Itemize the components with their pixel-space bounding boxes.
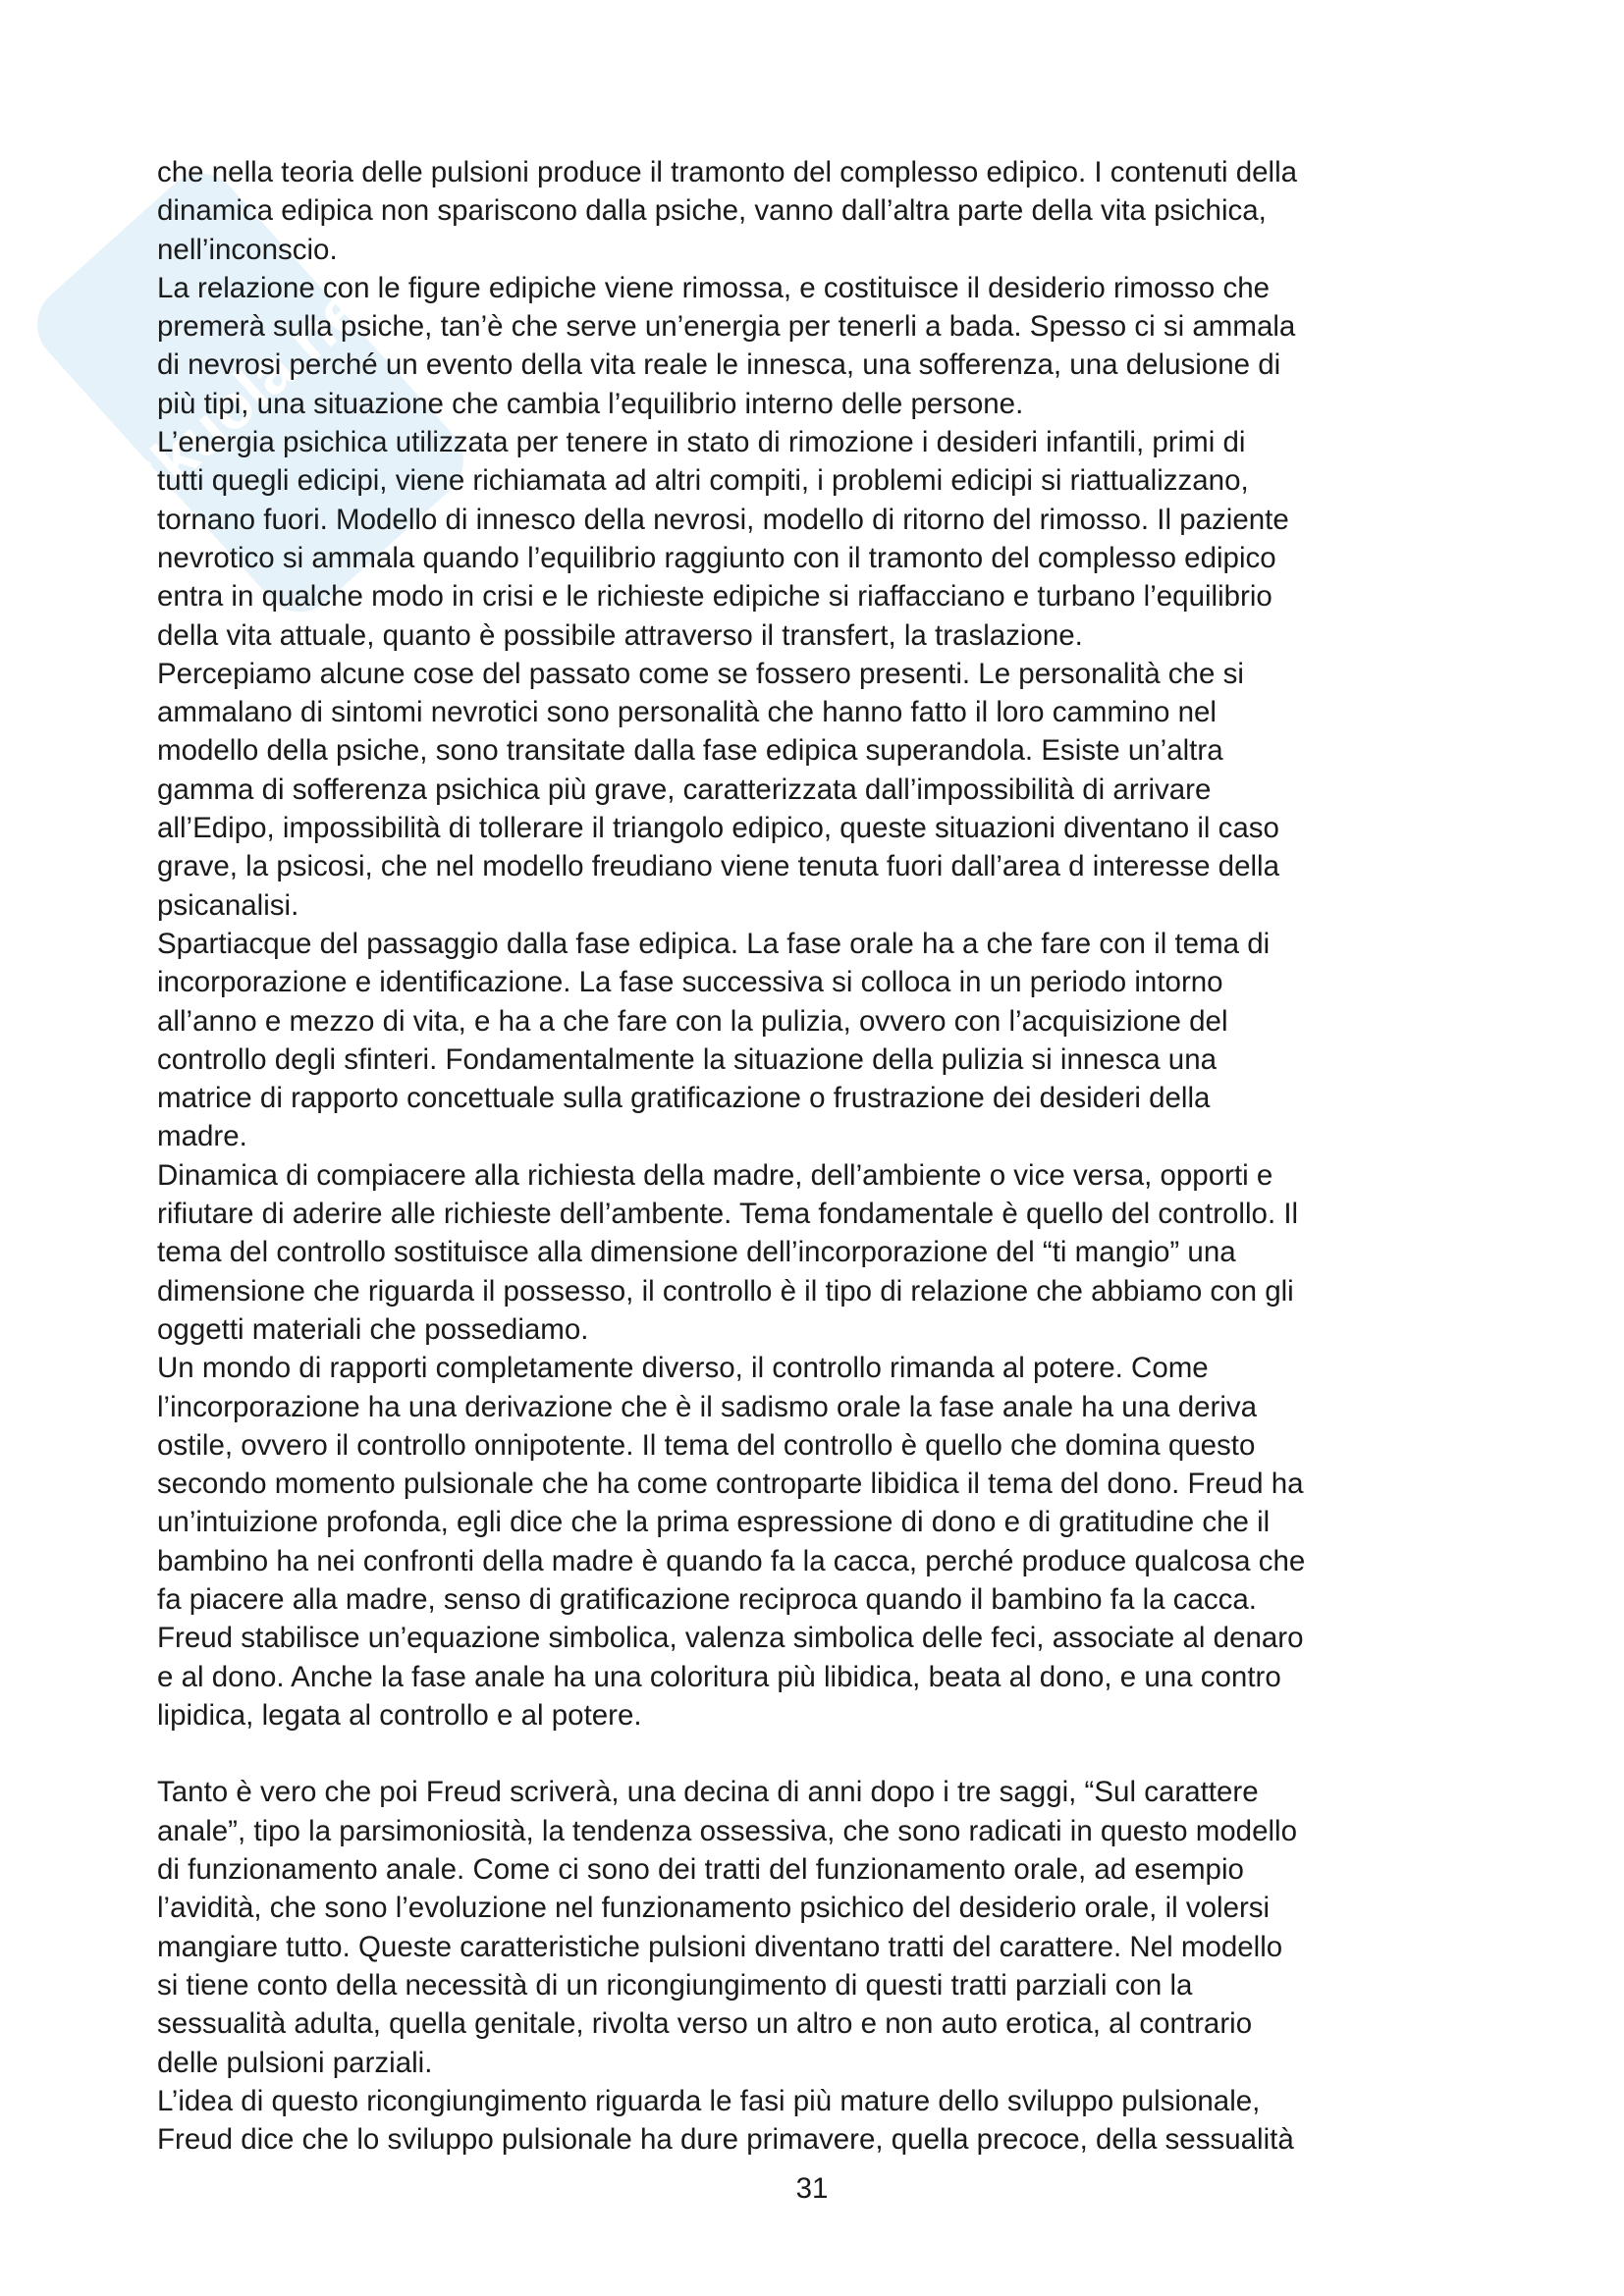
text-line: tutti quegli edicipi, viene richiamata ad altri compiti, i problemi edicipi si riattualizzano, <box>157 464 1249 498</box>
text-line: fa piacere alla madre, senso di gratificazione reciproca quando il bambino fa la cacca. <box>157 1582 1257 1616</box>
text-line: all’Edipo, impossibilità di tollerare il triangolo edipico, queste situazioni diventano il caso <box>157 812 1279 845</box>
text-line: controllo degli sfinteri. Fondamentalmente la situazione della pulizia si innesca una <box>157 1042 1218 1076</box>
text-line: grave, la psicosi, che nel modello freudiano viene tenuta fuori dall’area d interesse della <box>157 850 1279 883</box>
text-line: un’intuizione profonda, egli dice che la prima espressione di dono e di gratitudine che il <box>157 1506 1271 1539</box>
blank-line <box>157 1735 1473 1773</box>
watermark-text: Skuola.net <box>107 258 392 524</box>
text-line: oggetti materiali che possediamo. <box>157 1312 589 1346</box>
text-line: Freud stabilisce un’equazione simbolica, valenza simbolica delle feci, associate al denaro <box>157 1622 1304 1655</box>
document-body <box>157 153 1473 2159</box>
text-line: L’idea di questo ricongiungimento riguarda le fasi più mature dello sviluppo pulsionale, <box>157 2084 1261 2117</box>
text-line: matrice di rapporto concettuale sulla gratificazione o frustrazione dei desideri della <box>157 1082 1211 1115</box>
text-line: si tiene conto della necessità di un ricongiungimento di questi tratti parziali con la <box>157 1968 1193 2002</box>
text-line: lipidica, legata al controllo e al potere. <box>157 1698 642 1732</box>
text-line: che nella teoria delle pulsioni produce il tramonto del complesso edipico. I contenuti della <box>157 156 1298 188</box>
text-line: delle pulsioni parziali. <box>157 2046 433 2079</box>
text-line: modello della psiche, sono transitate dalla fase edipica superandola. Esiste un’altra <box>157 734 1223 768</box>
text-line: della vita attuale, quanto è possibile attraverso il transfert, la traslazione. <box>157 618 1083 652</box>
text-line: rifiutare di aderire alle richieste dell’ambente. Tema fondamentale è quello del controllo. Il <box>157 1198 1299 1231</box>
text-line: tema del controllo sostituisce alla dimensione dell’incorporazione del “ti mangio” una <box>157 1236 1236 1269</box>
page-number: 31 <box>795 2172 829 2205</box>
text-line: Dinamica di compiacere alla richiesta della madre, dell’ambiente o vice versa, opporti e <box>157 1158 1273 1192</box>
text-line: e al dono. Anche la fase anale ha una coloritura più libidica, beata al dono, e una contro <box>157 1660 1281 1693</box>
text-line: entra in qualche modo in crisi e le richieste edipiche si riaffacciano e turbano l’equilibrio <box>157 580 1272 614</box>
text-line: Spartiacque del passaggio dalla fase edipica. La fase orale ha a che fare con il tema di <box>157 927 1271 960</box>
text-line: mangiare tutto. Queste caratteristiche pulsioni diventano tratti del carattere. Nel modello <box>157 1930 1283 1963</box>
text-line: l’avidità, che sono l’evoluzione nel funzionamento psichico del desiderio orale, il volersi <box>157 1892 1271 1925</box>
text-line: La relazione con le figure edipiche viene rimossa, e costituisce il desiderio rimosso che <box>157 271 1271 304</box>
text-line: gamma di sofferenza psichica più grave, caratterizzata dall’impossibilità di arrivare <box>157 773 1212 806</box>
text-line: bambino ha nei confronti della madre è quando fa la cacca, perché produce qualcosa che <box>157 1544 1306 1577</box>
text-line: ostile, ovvero il controllo onnipotente. Il tema del controllo è quello che domina questo <box>157 1428 1256 1462</box>
text-line: L’energia psichica utilizzata per tenere in stato di rimozione i desideri infantili, primi di <box>157 426 1246 459</box>
text-line: madre. <box>157 1120 247 1153</box>
text-line: nevrotico si ammala quando l’equilibrio raggiunto con il tramonto del complesso edipico <box>157 541 1276 574</box>
text-line: premerà sulla psiche, tan’è che serve un’energia per tenerli a bada. Spesso ci si ammala <box>157 310 1296 344</box>
text-line: Tanto è vero che poi Freud scriverà, una decina di anni dopo i tre saggi, “Sul carattere <box>157 1776 1259 1809</box>
text-line: sessualità adulta, quella genitale, rivolta verso un altro e non auto erotica, al contrario <box>157 2007 1253 2041</box>
text-line: anale”, tipo la parsimoniosità, la tendenza ossessiva, che sono radicati in questo modello <box>157 1814 1298 1847</box>
text-line: di nevrosi perché un evento della vita reale le innesca, una sofferenza, una delusione di <box>157 348 1281 382</box>
text-line: tornano fuori. Modello di innesco della nevrosi, modello di ritorno del rimosso. Il paziente <box>157 503 1289 536</box>
text-line: dimensione che riguarda il possesso, il controllo è il tipo di relazione che abbiamo con gli <box>157 1274 1294 1308</box>
text-line: l’incorporazione ha una derivazione che è il sadismo orale la fase anale ha una deriva <box>157 1390 1258 1423</box>
text-line: Freud dice che lo sviluppo pulsionale ha dure primavere, quella precoce, della sessualità <box>157 2123 1294 2157</box>
text-line: psicanalisi. <box>157 888 299 922</box>
text-line: Percepiamo alcune cose del passato come se fossero presenti. Le personalità che si <box>157 657 1244 690</box>
text-line: secondo momento pulsionale che ha come controparte libidica il tema del dono. Freud ha <box>157 1468 1304 1501</box>
text-line: incorporazione e identificazione. La fase successiva si colloca in un periodo intorno <box>157 966 1223 999</box>
text-line: all’anno e mezzo di vita, e ha a che fare con la pulizia, ovvero con l’acquisizione del <box>157 1004 1228 1038</box>
text-line: più tipi, una situazione che cambia l’equilibrio interno delle persone. <box>157 387 1024 420</box>
text-line: ammalano di sintomi nevrotici sono personalità che hanno fatto il loro cammino nel <box>157 696 1217 729</box>
text-line: nell’inconscio. <box>157 233 338 266</box>
text-line: dinamica edipica non spariscono dalla psiche, vanno dall’altra parte della vita psichica, <box>157 194 1267 228</box>
text-line: Un mondo di rapporti completamente diverso, il controllo rimanda al potere. Come <box>157 1352 1209 1385</box>
text-line: di funzionamento anale. Come ci sono dei tratti del funzionamento orale, ad esempio <box>157 1853 1244 1887</box>
